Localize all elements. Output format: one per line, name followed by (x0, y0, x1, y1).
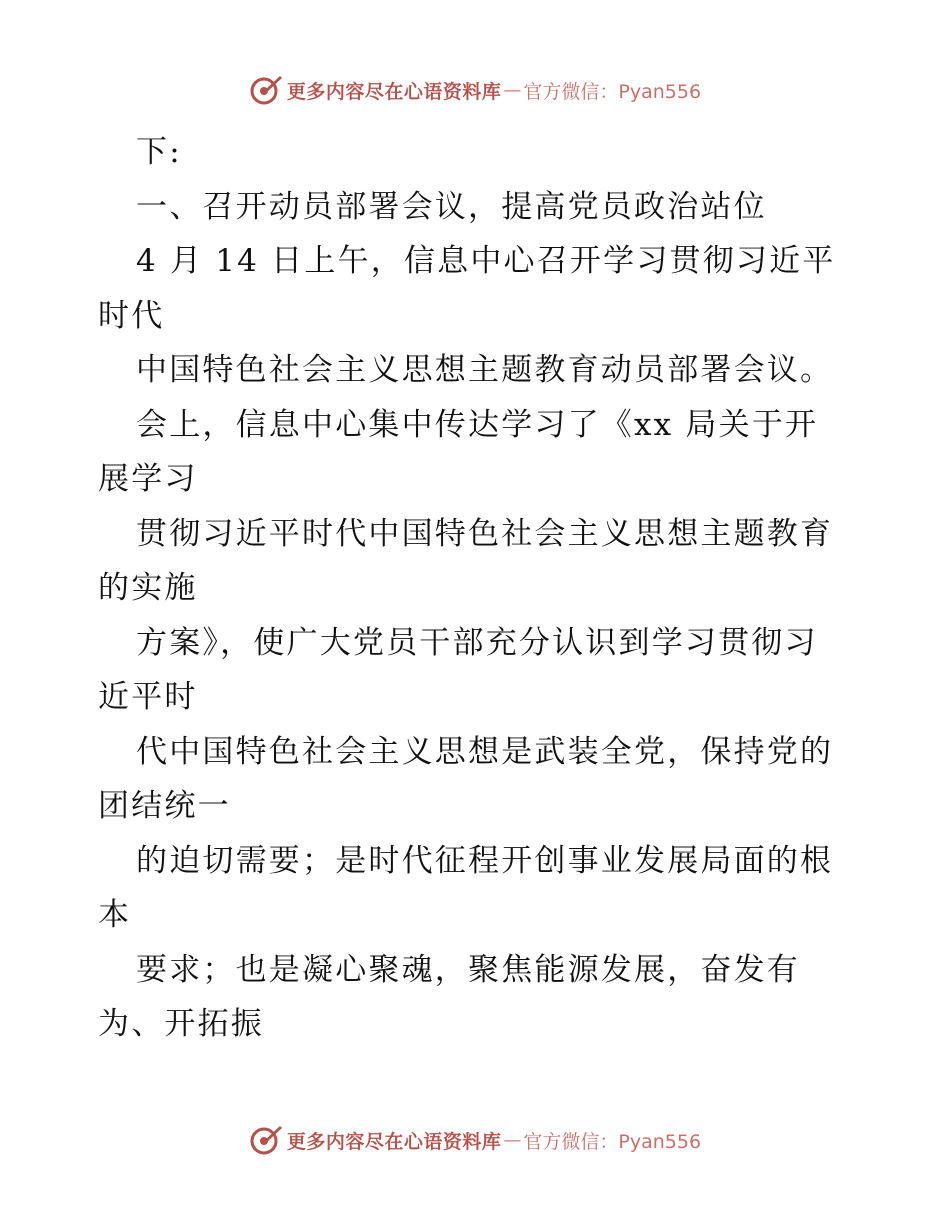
watermark-wechat: 官方微信：Pyan556 (523, 80, 702, 103)
text-line: 的迫切需要；是时代征程开创事业发展局面的根 (136, 842, 834, 879)
watermark-label: 更多内容尽在心语资料库 (286, 1130, 502, 1153)
text-line: 4 月 14 日上午，信息中心召开学习贯彻习近平 (136, 243, 836, 279)
text-line: 代中国特色社会主义思想是武装全党，保持党的 (136, 733, 834, 770)
text-line: 的实施 (98, 570, 198, 606)
pen-logo-icon (249, 1123, 283, 1157)
text-line: 时代 (98, 297, 165, 334)
text-line: 要求；也是凝心聚魂，聚焦能源发展，奋发有 (136, 951, 800, 988)
footer-watermark (0, 1120, 950, 1160)
watermark-label: 更多内容尽在心语资料库 (286, 80, 502, 103)
pen-logo-icon (249, 73, 283, 107)
text-line: 团结统一 (98, 788, 231, 824)
text-line: 本 (98, 897, 132, 933)
text-line: 为、开拓振 (98, 1006, 264, 1042)
watermark-separator: — (503, 1129, 522, 1151)
text-line: 会上，信息中心集中传达学习了《xx 局关于开 (136, 406, 819, 443)
text-line: 方案》，使广大党员干部充分认识到学习贯彻习 (136, 624, 818, 661)
header-watermark (0, 70, 950, 110)
text-line: 下: (136, 134, 182, 170)
text-line: 近平时 (98, 679, 198, 715)
text-line: 展学习 (98, 461, 198, 497)
text-line: 贯彻习近平时代中国特色社会主义思想主题教育 (136, 515, 834, 552)
document-body (98, 125, 858, 1052)
text-line: 一、召开动员部署会议，提高党员政治站位 (136, 188, 767, 225)
watermark-separator: — (503, 79, 522, 101)
text-line: 中国特色社会主义思想主题教育动员部署会议。 (136, 352, 834, 388)
watermark-wechat: 官方微信：Pyan556 (523, 1130, 702, 1153)
